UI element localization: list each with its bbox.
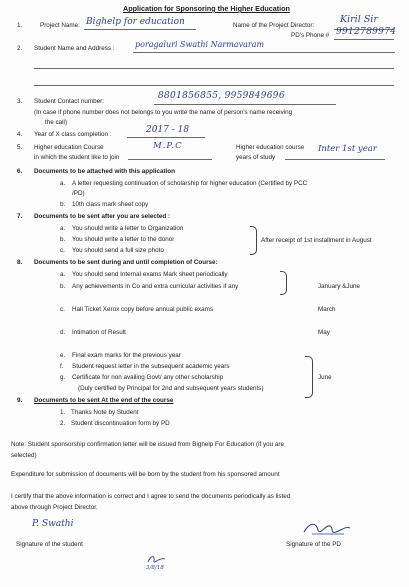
- certify-line1: I certify that the above information is correct and I agree to send the documents periodically as listed: [11, 493, 291, 500]
- course-value: M.P.C: [153, 141, 183, 151]
- course-label-line1: Higher education Course: [34, 144, 104, 151]
- item-text: 10th class mark sheet copy: [72, 201, 149, 208]
- item-text: You should send Internal exams Mark sheet periodically: [72, 271, 228, 278]
- item-mark: b.: [60, 236, 66, 243]
- student-signature: P. Swathi: [32, 519, 74, 529]
- item-text: A letter requesting continuation of scholarship for higher education (Certified by PCC: [72, 180, 308, 187]
- project-name-value: Bighelp for education: [86, 17, 185, 27]
- item-mark: g.: [60, 374, 66, 381]
- contact-underline: [154, 104, 336, 105]
- section-8-heading: Documents to be sent during and until completion of Course:: [34, 259, 218, 266]
- item-mark: a.: [60, 271, 66, 278]
- item-mark: 1.: [60, 409, 66, 416]
- course-years-value: Inter 1st year: [318, 144, 377, 154]
- section-9-heading: Documents to be sent At the end of the course: [34, 397, 174, 404]
- section-8-item-e: [60, 352, 181, 359]
- section-8-item-a: [60, 271, 228, 278]
- field-9-number: 9.: [17, 397, 23, 404]
- address-line-2: [34, 68, 394, 69]
- form-title: Application for Sponsoring the Higher Education: [123, 4, 290, 13]
- field-1-number: 1.: [17, 22, 23, 29]
- item-text: You should write a letter to Organization: [72, 225, 184, 232]
- pd-phone-underline: [334, 39, 394, 40]
- contact-label: Student Contact number:: [34, 98, 105, 105]
- item-text: Final exam marks for the previous year: [72, 352, 181, 359]
- item-text: Certificate for non availing Govt/ any other scholarship: [72, 374, 224, 381]
- item-mark: d.: [60, 329, 66, 336]
- field-6-number: 6.: [17, 168, 23, 175]
- section-8-d-when: May: [318, 329, 330, 336]
- item-text: Student discontinuation form by PD: [71, 420, 170, 427]
- course-underline: [128, 159, 212, 160]
- item-mark: b.: [60, 283, 66, 290]
- section-7-item-b: [60, 236, 175, 243]
- section-7-item-a: [60, 225, 184, 232]
- item-text: Intimation of Result: [72, 329, 126, 336]
- item-mark: c.: [60, 247, 65, 254]
- section-9-item-1: [60, 409, 139, 416]
- section-8-ab-brace: [280, 271, 287, 295]
- course-years-underline: [285, 159, 385, 160]
- item-text: You should send a full size photo: [72, 247, 164, 254]
- section-8-item-b: [60, 283, 239, 290]
- certify-line2: above through Project Director.: [11, 504, 98, 511]
- section-8-ab-when: January &June: [318, 283, 361, 290]
- section-8-c-when: March: [318, 306, 336, 313]
- contact-note-line2: the call): [45, 119, 68, 126]
- section-7-item-c: [60, 247, 164, 254]
- item-text: Thanks Note by Student: [71, 409, 139, 416]
- director-value: Kiril Sir: [340, 14, 378, 25]
- pd-phone-label: PD's Phone #: [291, 32, 330, 39]
- x-class-year-underline: [127, 137, 205, 138]
- field-7-number: 7.: [17, 213, 23, 220]
- student-name-label: Student Name and Address :: [34, 45, 115, 52]
- x-class-year-value: 2017 - 18: [146, 125, 190, 135]
- item-mark: e.: [60, 352, 66, 359]
- field-8-number: 8.: [17, 259, 23, 266]
- field-4-number: 4.: [17, 131, 23, 138]
- student-name-underline: [133, 52, 395, 53]
- field-5-number: 5.: [17, 144, 23, 151]
- section-7-heading: Documents to be sent after you are selected :: [34, 213, 171, 220]
- course-label-line2: in which the student like to join: [34, 154, 120, 161]
- pd-signature: [300, 518, 355, 540]
- handwritten-date: 3/8/18: [146, 565, 164, 571]
- item-text: You should write a letter to the donor: [72, 236, 175, 243]
- section-8-efg-brace: [305, 356, 313, 398]
- pd-phone-value: 9912789974: [336, 27, 397, 37]
- field-3-number: 3.: [17, 98, 23, 105]
- expenditure-note: Expenditure for submission of documents will be born by the student from his sponsored amount: [11, 471, 280, 478]
- project-name-underline: [84, 29, 196, 30]
- item-text: Student request letter in the subsequent academic years: [72, 363, 230, 370]
- section-8-item-d: [60, 329, 126, 336]
- section-6-item-a-line2: /PD): [72, 190, 85, 197]
- course-years-label-line2: years of study: [236, 154, 276, 161]
- project-name-label: Project Name:: [40, 22, 80, 29]
- field-2-number: 2.: [17, 45, 23, 52]
- section-6-item-a: [60, 180, 308, 187]
- course-years-label-line1: Higher education course: [236, 144, 305, 151]
- section-8-efg-when: June: [318, 374, 332, 381]
- item-mark: a.: [60, 180, 66, 187]
- address-line-3: [34, 85, 394, 86]
- section-9-item-2: [60, 420, 170, 427]
- section-6-item-b: [60, 201, 149, 208]
- section-8-item-c: [60, 306, 214, 313]
- contact-note-line1: (In case if phone number does not belongs to you write the name of person's name receiving: [34, 109, 293, 116]
- section-7-brace: [250, 226, 257, 255]
- note-line2: selected): [11, 452, 37, 459]
- item-mark: b.: [60, 201, 66, 208]
- section-8-item-g: [60, 374, 224, 381]
- student-signature-label: Signature of the student: [16, 541, 83, 548]
- contact-value: 8801856855, 9959849696: [158, 91, 285, 101]
- item-mark: 2.: [60, 420, 66, 427]
- section-8-item-f: [60, 363, 230, 370]
- item-mark: f.: [60, 363, 64, 370]
- director-label: Name of the Project Director:: [233, 22, 315, 29]
- item-mark: c.: [60, 306, 65, 313]
- pd-signature-label: Signature of the PD: [286, 541, 341, 548]
- note-line1: Note: Student sponsorship confirmation letter will be issued from Bighelp For Education (if you are: [11, 441, 285, 448]
- item-text: Hall Ticket Xerox copy before annual public exams: [72, 306, 214, 313]
- item-text: Any achievements in Co and extra curricular activities if any: [72, 283, 239, 290]
- section-8-item-g-note: (Duly certified by Principal for 2nd and subsequent years students): [78, 385, 264, 392]
- item-mark: a.: [60, 225, 66, 232]
- section-7-note: After receipt of 1st installment in August: [261, 237, 372, 244]
- x-class-year-label: Year of X class completion :: [34, 131, 112, 138]
- student-name-value: poragaluri Swathi Narmavaram: [135, 40, 265, 49]
- section-6-heading: Documents to be attached with this application: [34, 168, 175, 175]
